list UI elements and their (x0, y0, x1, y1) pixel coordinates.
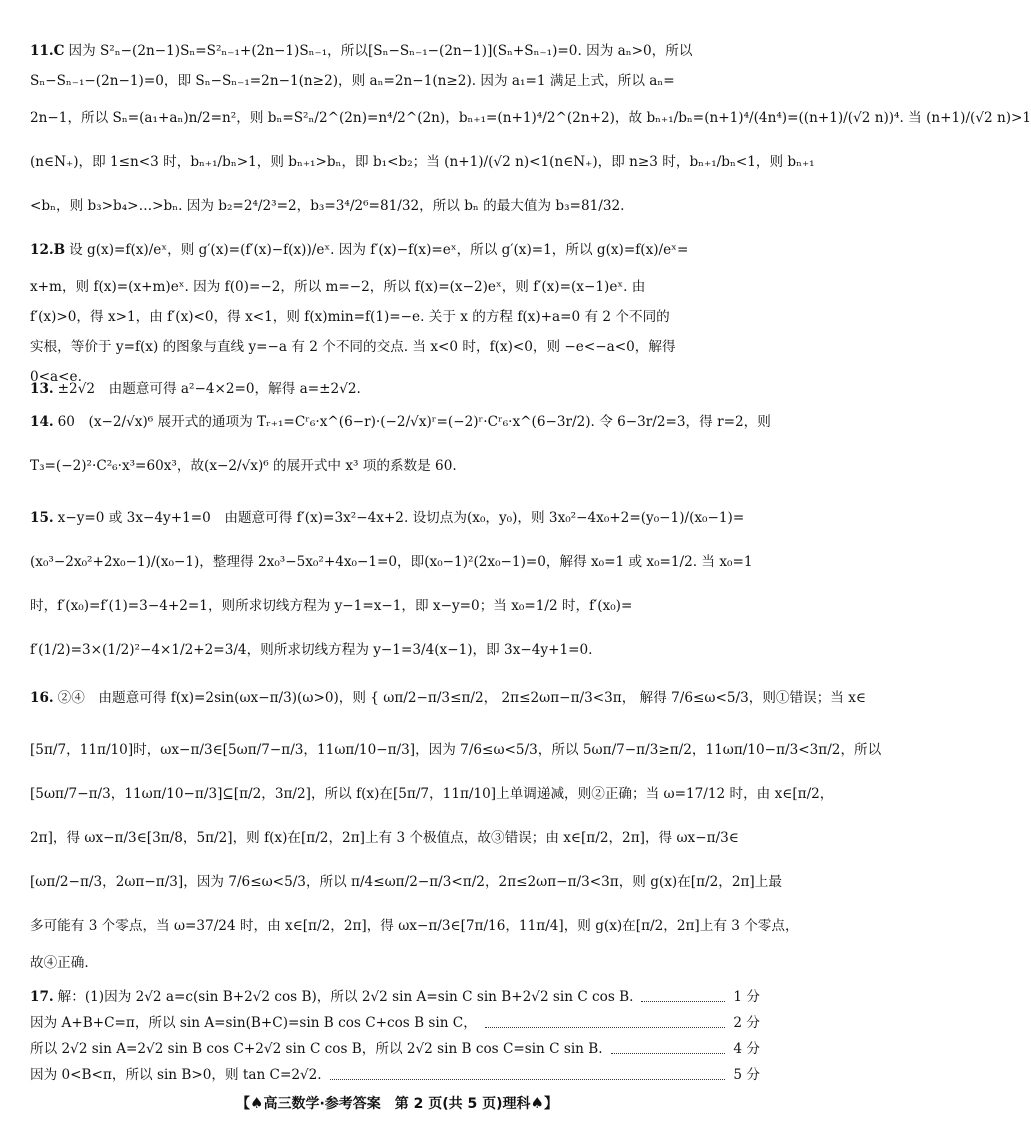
q12-line-2: x+m，则 f(x)=(x+m)eˣ. 因为 f(0)=−2，所以 m=−2，所以 f(x)=(x−2)eˣ，则 f′(x)=(x−1)eˣ. 由 (30, 279, 646, 295)
q11-line-3: 2n−1，所以 Sₙ=(a₁+aₙ)n/2=n²，则 bₙ=S²ₙ/2^(2n)=n⁴/2^(2n)，bₙ₊₁=(n+1)⁴/2^(2n+2)，故 bₙ₊₁/bₙ=(n+1)⁴/(4n⁴)=((n+1)/(√2 n))⁴. 当 (n+1)/(√2 n)>1 (30, 110, 1031, 126)
question-11 (30, 36, 1031, 228)
q17-points-2: 2 分 (733, 1015, 760, 1031)
q12-line-1: 12.B 设 g(x)=f(x)/eˣ，则 g′(x)=(f′(x)−f(x))/eˣ. 因为 f′(x)−f(x)=eˣ，所以 g′(x)=1，所以 g(x)=f(x)/eˣ= (30, 242, 689, 258)
q15-line-3: 时，f′(x₀)=f′(1)=3−4+2=1，则所求切线方程为 y−1=x−1，即 x−y=0；当 x₀=1/2 时，f′(x₀)= (30, 598, 633, 614)
q17-step-1: 17. 解：(1)因为 2√2 a=c(sin B+2√2 cos B)，所以 2√2 sin A=sin C sin B+2√2 sin C cos B. 1 分 (30, 984, 760, 1010)
q16-line-7: 故④正确. (30, 955, 89, 971)
q17-step-3: 所以 2√2 sin A=2√2 sin B cos C+2√2 sin C cos B，所以 2√2 sin B cos C=sin C sin B. 4 分 (30, 1036, 760, 1062)
q17-step-4: 因为 0<B<π，所以 sin B>0，则 tan C=2√2. 5 分 (30, 1062, 760, 1088)
q16-number: 16. (30, 690, 54, 706)
leader-dots (485, 1010, 726, 1028)
q15-line-1: 15. x−y=0 或 3x−4y+1=0 由题意可得 f′(x)=3x²−4x+2. 设切点为(x₀，y₀)，则 3x₀²−4x₀+2=(y₀−1)/(x₀−1)= (30, 510, 745, 526)
q16-line-2: [5π/7，11π/10]时，ωx−π/3∈[5ωπ/7−π/3，11ωπ/10−π/3]，因为 7/6≤ω<5/3，所以 5ωπ/7−π/3≥π/2，11ωπ/10−π/3<3π/2，所以 (30, 742, 882, 758)
question-14 (30, 400, 771, 488)
q15-number: 15. (30, 510, 54, 526)
page-footer: 【♠高三数学·参考答案 第 2 页(共 5 页)理科♠】 (236, 1094, 558, 1112)
leader-dots (330, 1062, 726, 1080)
question-17 (30, 984, 760, 1088)
spade-icon: ♠ (530, 1094, 544, 1112)
footer-text: 高三数学·参考答案 第 2 页(共 5 页)理科 (263, 1096, 531, 1112)
q17-points-1: 1 分 (733, 989, 760, 1005)
q13-number: 13. (30, 381, 54, 397)
q11-line-1: 11.C 因为 S²ₙ−(2n−1)Sₙ=S²ₙ₋₁+(2n−1)Sₙ₋₁，所以[Sₙ−Sₙ₋₁−(2n−1)](Sₙ+Sₙ₋₁)=0. 因为 aₙ>0，所以 (30, 43, 693, 59)
leader-dots (641, 984, 725, 1002)
q11-line-4: (n∈N₊)，即 1≤n<3 时，bₙ₊₁/bₙ>1，则 bₙ₊₁>bₙ，即 b₁<b₂；当 (n+1)/(√2 n)<1(n∈N₊)，即 n≥3 时，bₙ₊₁/bₙ<1，则 bₙ₊₁ (30, 154, 815, 170)
q17-points-3: 4 分 (733, 1041, 760, 1057)
q16-line-1: 16. ②④ 由题意可得 f(x)=2sin(ωx−π/3)(ω>0)，则 { ωπ/2−π/3≤π/2， 2π≤2ωπ−π/3<3π， 解得 7/6≤ω<5/3，则①错误；当 x∈ (30, 690, 866, 706)
leader-dots (611, 1036, 726, 1054)
q12-line-4: 实根，等价于 y=f(x) 的图象与直线 y=−a 有 2 个不同的交点. 当 x<0 时，f(x)<0，则 −e<−a<0，解得 (30, 339, 676, 355)
q16-line-3: [5ωπ/7−π/3，11ωπ/10−π/3]⊆[π/2，3π/2]，所以 f(x)在[5π/7，11π/10]上单调递减，则②正确；当 ω=17/12 时，由 x∈[π/2， (30, 786, 834, 802)
q17-number: 17. (30, 989, 54, 1005)
q12-line-5: 0<a<e. (30, 369, 82, 385)
q16-line-4: 2π]，得 ωx−π/3∈[3π/8，5π/2]，则 f(x)在[π/2，2π]上有 3 个极值点，故③错误；由 x∈[π/2，2π]，得 ωx−π/3∈ (30, 830, 739, 846)
q15-line-2: (x₀³−2x₀²+2x₀−1)/(x₀−1)，整理得 2x₀³−5x₀²+4x₀−1=0，即(x₀−1)²(2x₀−1)=0，解得 x₀=1 或 x₀=1/2. 当 x₀=1 (30, 554, 753, 570)
question-15 (30, 496, 760, 672)
q13-line-1: 13. ±2√2 由题意可得 a²−4×2=0，解得 a=±2√2. (30, 381, 361, 397)
q11-number: 11.C (30, 43, 65, 59)
q11-line-2: Sₙ−Sₙ₋₁−(2n−1)=0，即 Sₙ−Sₙ₋₁=2n−1(n≥2)，则 aₙ=2n−1(n≥2). 因为 a₁=1 满足上式，所以 aₙ= (30, 73, 675, 89)
q16-line-6: 多可能有 3 个零点，当 ω=37/24 时，由 x∈[π/2，2π]，得 ωx−π/3∈[7π/16，11π/4]，则 g(x)在[π/2，2π]上有 3 个零点， (30, 918, 799, 934)
q12-line-3: f′(x)>0，得 x>1，由 f′(x)<0，得 x<1，则 f(x)min=f(1)=−e. 关于 x 的方程 f(x)+a=0 有 2 个不同的 (30, 309, 670, 325)
q14-line-2: T₃=(−2)²·C²₆·x³=60x³，故(x−2/√x)⁶ 的展开式中 x³ 项的系数是 60. (30, 458, 457, 474)
question-12 (30, 228, 760, 392)
q14-line-1: 14. 60 (x−2/√x)⁶ 展开式的通项为 Tᵣ₊₁=Cʳ₆·x^(6−r)·(−2/√x)ʳ=(−2)ʳ·Cʳ₆·x^(6−3r/2). 令 6−3r/2=3，得 r=2，则 (30, 414, 771, 430)
q17-points-4: 5 分 (733, 1067, 760, 1083)
question-16 (30, 668, 882, 978)
q11-line-5: <bₙ，则 b₃>b₄>…>bₙ. 因为 b₂=2⁴/2³=2，b₃=3⁴/2⁶=81/32，所以 bₙ 的最大值为 b₃=81/32. (30, 198, 625, 214)
q14-number: 14. (30, 414, 54, 430)
q16-line-5: [ωπ/2−π/3，2ωπ−π/3]，因为 7/6≤ω<5/3，所以 π/4≤ωπ/2−π/3<π/2，2π≤2ωπ−π/3<3π，则 g(x)在[π/2，2π]上最 (30, 874, 782, 890)
spade-icon: ♠ (250, 1094, 264, 1112)
q12-number: 12.B (30, 242, 66, 258)
q17-step-2: 因为 A+B+C=π，所以 sin A=sin(B+C)=sin B cos C+cos B sin C， 2 分 (30, 1010, 760, 1036)
q15-line-4: f′(1/2)=3×(1/2)²−4×1/2+2=3/4，则所求切线方程为 y−1=3/4(x−1)，即 3x−4y+1=0. (30, 642, 593, 658)
